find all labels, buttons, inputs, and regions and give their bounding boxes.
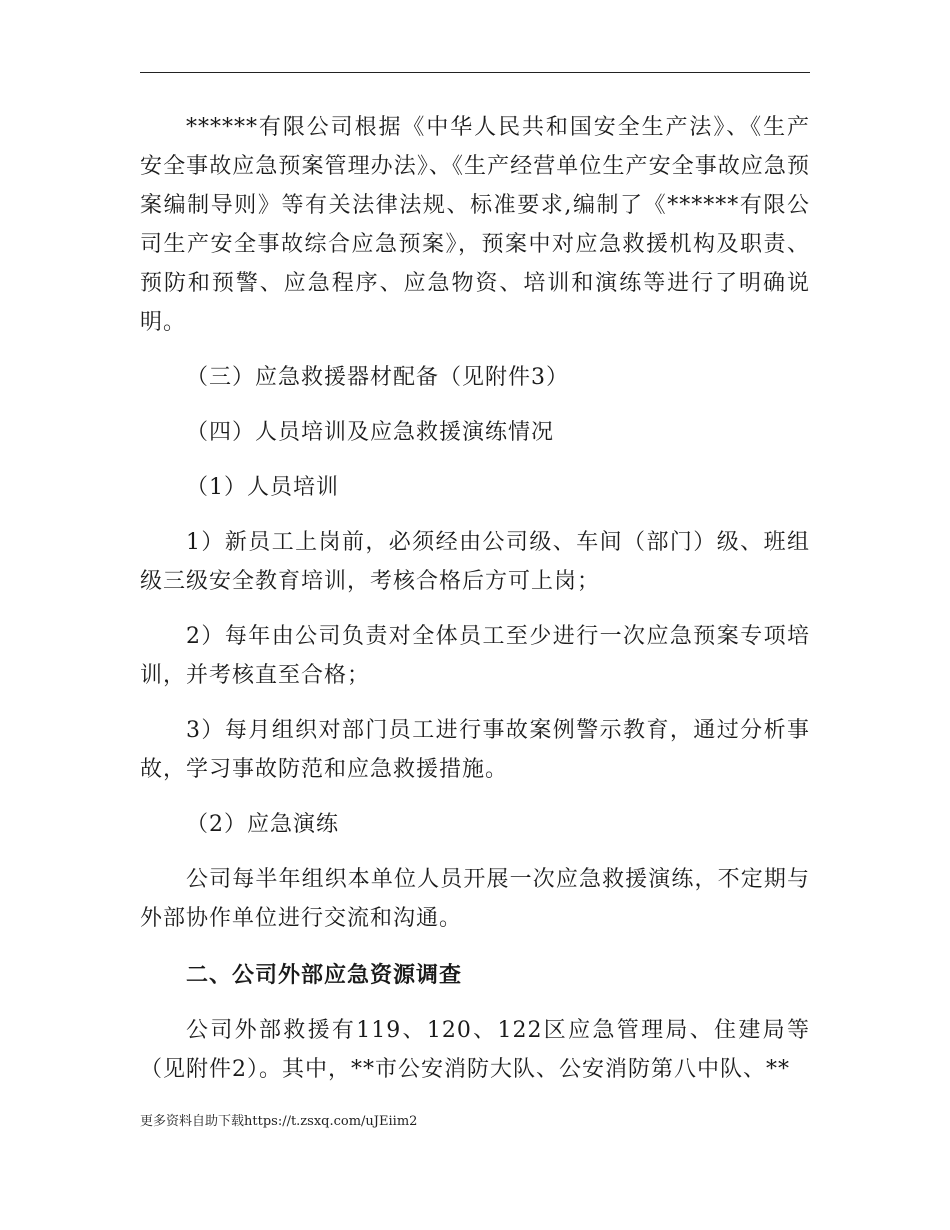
drill-paragraph: 公司每半年组织本单位人员开展一次应急救援演练，不定期与外部协作单位进行交流和沟通。 [140, 867, 810, 931]
paragraph-intro: ******有限公司根据《中华人民共和国安全生产法》、《生产安全事故应急预案管理办法》、《生产经营单位生产安全事故应急预案编制导则》等有关法律法规、标准要求,编制了《******有限公司生产安全事故综合应急预案》，预案中对应急救援机构及职责、预防和预警、应急程序、应急物资、培训和演练等进行了明确说明。 [140, 115, 810, 335]
section-equipment-title: （三）应急救援器材配备（见附件3） [186, 365, 569, 390]
training-item-1: 1）新员工上岗前，必须经由公司级、车间（部门）级、班组级三级安全教育培训，考核合格后方可上岗； [140, 530, 810, 594]
training-item-2: 2）每年由公司负责对全体员工至少进行一次应急预案专项培训，并考核直至合格； [140, 624, 810, 688]
document-body [140, 108, 810, 1089]
training-item-3: 3）每月组织对部门员工进行事故案例警示教育，通过分析事故，学习事故防范和应急救援措施。 [140, 718, 810, 782]
header-rule [140, 72, 810, 73]
section-training-title: （四）人员培训及应急救援演练情况 [186, 420, 555, 445]
section-heading-external-resources: 二、公司外部应急资源调查 [186, 962, 463, 988]
external-resources-paragraph: 公司外部救援有119、120、122区应急管理局、住建局等（见附件2）。其中，**市公安消防大队、公安消防第八中队、** [140, 1018, 810, 1082]
subsection-training-title: （1）人员培训 [186, 475, 339, 500]
subsection-drill-title: （2）应急演练 [186, 812, 339, 837]
footer-download-note: 更多资料自助下载https://t.zsxq.com/uJEiim2 [140, 1114, 418, 1129]
